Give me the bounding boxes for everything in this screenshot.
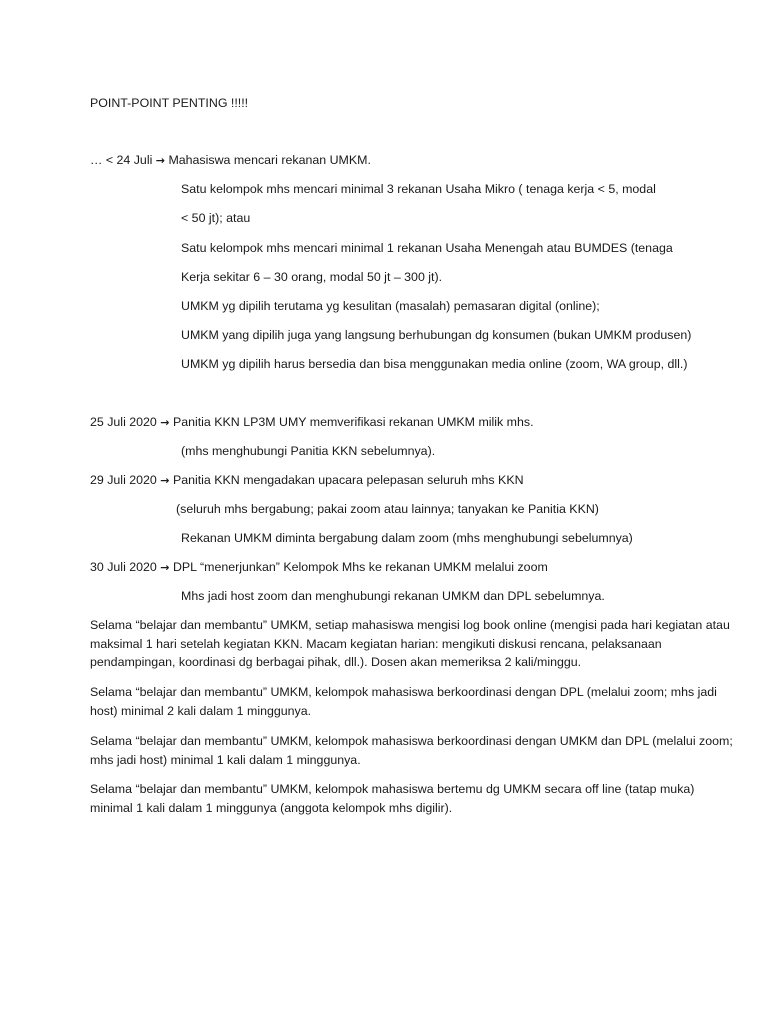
entry-line: (mhs menghubungi Panitia KKN sebelumnya). bbox=[181, 444, 436, 458]
entry-line: UMKM yg dipilih harus bersedia dan bisa menggunakan media online (zoom, WA group, dll.) bbox=[181, 357, 688, 371]
entry-date: 29 Juli 2020 bbox=[90, 473, 161, 487]
arrow-right-icon: → bbox=[160, 416, 170, 429]
entry-head: Panitia KKN LP3M UMY memverifikasi rekanan UMKM milik mhs. bbox=[169, 415, 534, 429]
entry-line: Satu kelompok mhs mencari minimal 1 rekanan Usaha Menengah atau BUMDES (tenaga bbox=[181, 241, 673, 255]
entry-line: Satu kelompok mhs mencari minimal 3 rekanan Usaha Mikro ( tenaga kerja < 5, modal bbox=[181, 182, 656, 196]
entry-line: < 50 jt); atau bbox=[181, 211, 251, 225]
entry-heading-3 bbox=[90, 472, 524, 489]
arrow-right-icon: → bbox=[155, 154, 165, 167]
entry-line: UMKM yang dipilih juga yang langsung berhubungan dg konsumen (bukan UMKM produsen) bbox=[181, 328, 692, 342]
entry-date: 30 Juli 2020 bbox=[90, 560, 161, 574]
entry-head: Mahasiswa mencari rekanan UMKM. bbox=[165, 153, 371, 167]
entry-date: 25 Juli 2020 bbox=[90, 415, 161, 429]
entry-line: UMKM yg dipilih terutama yg kesulitan (masalah) pemasaran digital (online); bbox=[181, 299, 600, 313]
paragraph: Selama “belajar dan membantu” UMKM, kelompok mahasiswa berkoordinasi dengan DPL (melalui zoom; mhs jadi host) minimal 2 kali dalam 1 minggunya. bbox=[90, 685, 717, 718]
entry-heading-4 bbox=[90, 559, 548, 576]
arrow-right-icon: → bbox=[160, 561, 170, 574]
paragraph: Selama “belajar dan membantu” UMKM, setiap mahasiswa mengisi log book online (mengisi pada hari kegiatan atau maksimal 1 hari setelah kegiatan KKN. Macam kegiatan harian: mengikuti diskusi rencana, pelaksanaan pendampingan, koordinasi dg berbagai pihak, dll.). Dosen akan memeriksa 2 kali/minggu. bbox=[90, 618, 730, 669]
entry-head: Panitia KKN mengadakan upacara pelepasan seluruh mhs KKN bbox=[169, 473, 524, 487]
page-title: POINT-POINT PENTING !!!!! bbox=[90, 96, 249, 110]
entry-line: Kerja sekitar 6 – 30 orang, modal 50 jt – 300 jt). bbox=[181, 270, 443, 284]
paragraph: Selama “belajar dan membantu” UMKM, kelompok mahasiswa bertemu dg UMKM secara off line (tatap muka) minimal 1 kali dalam 1 minggunya (anggota kelompok mhs digilir). bbox=[90, 782, 695, 815]
entry-line: Rekanan UMKM diminta bergabung dalam zoom (mhs menghubungi sebelumnya) bbox=[181, 531, 633, 545]
entry-head: DPL “menerjunkan” Kelompok Mhs ke rekanan UMKM melalui zoom bbox=[169, 560, 548, 574]
arrow-right-icon: → bbox=[160, 474, 170, 487]
entry-line: Mhs jadi host zoom dan menghubungi rekanan UMKM dan DPL sebelumnya. bbox=[181, 589, 605, 603]
entry-date: … < 24 Juli bbox=[90, 153, 156, 167]
entry-line: (seluruh mhs bergabung; pakai zoom atau lainnya; tanyakan ke Panitia KKN) bbox=[176, 502, 599, 516]
entry-heading-2 bbox=[90, 414, 534, 431]
paragraph: Selama “belajar dan membantu” UMKM, kelompok mahasiswa berkoordinasi dengan UMKM dan DPL (melalui zoom; mhs jadi host) minimal 1 kali dalam 1 minggunya. bbox=[90, 734, 733, 767]
entry-heading-1 bbox=[90, 152, 371, 169]
